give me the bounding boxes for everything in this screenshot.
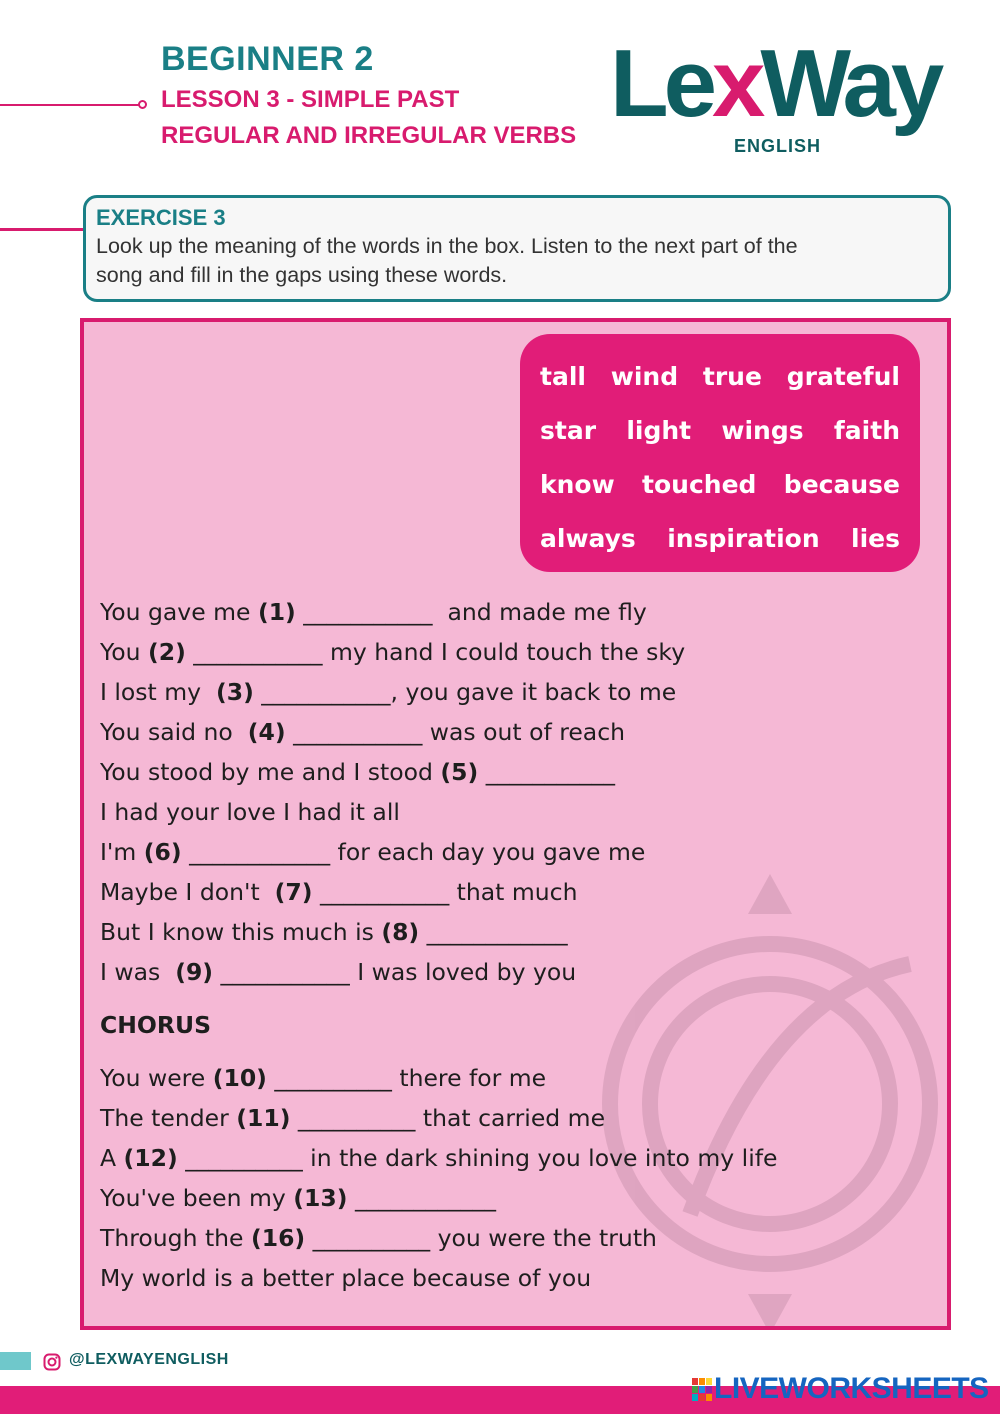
lyric-line: I lost my (3) ___________, you gave it back to me bbox=[100, 678, 677, 706]
gap-blank: ___________ was out of reach bbox=[285, 718, 626, 746]
gap-number: (3) bbox=[215, 678, 254, 706]
lyric-line: You gave me (1) ___________ and made me fly bbox=[100, 598, 647, 626]
lyric-line: Maybe I don't (7) ___________ that much bbox=[100, 878, 578, 906]
word-bank-item: tall bbox=[540, 362, 586, 391]
instagram-icon bbox=[43, 1353, 61, 1371]
gap-number: (11) bbox=[236, 1104, 291, 1132]
word-bank-item: wings bbox=[721, 416, 804, 445]
gap-number: (2) bbox=[147, 638, 186, 666]
word-bank-row bbox=[534, 404, 906, 458]
lyric-line: You said no (4) ___________ was out of reach bbox=[100, 718, 626, 746]
lyric-line: I'm (6) ____________ for each day you gave me bbox=[100, 838, 646, 866]
exercise-title: EXERCISE 3 bbox=[96, 205, 226, 230]
gap-blank: ___________ that much bbox=[312, 878, 578, 906]
word-bank-item: lies bbox=[851, 524, 900, 553]
gap-blank: __________ that carried me bbox=[290, 1104, 606, 1132]
lyric-line: A (12) __________ in the dark shining you love into my life bbox=[100, 1144, 778, 1172]
word-bank-box bbox=[520, 334, 920, 572]
lyric-line: But I know this much is (8) ____________ bbox=[100, 918, 568, 946]
word-bank-item: because bbox=[783, 470, 900, 499]
word-bank-item: light bbox=[626, 416, 692, 445]
logo-wordmark: LexWay bbox=[610, 30, 940, 137]
exercise-panel bbox=[80, 318, 951, 1330]
word-bank-item: star bbox=[540, 416, 597, 445]
exercise-instructions-box bbox=[83, 195, 951, 302]
liveworksheets-logo-icon bbox=[692, 1378, 712, 1402]
word-bank-item: grateful bbox=[786, 362, 900, 391]
chorus-lines bbox=[100, 1058, 940, 1298]
gap-number: (5) bbox=[440, 758, 479, 786]
lesson-title: LESSON 3 - SIMPLE PAST bbox=[161, 86, 460, 113]
lyric-line: You stood by me and I stood (5) ___________ bbox=[100, 758, 615, 786]
lyric-line: You were (10) __________ there for me bbox=[100, 1064, 547, 1092]
exercise-instruction-line: Look up the meaning of the words in the box. Listen to the next part of the bbox=[96, 234, 798, 258]
gap-blank: ___________ my hand I could touch the sky bbox=[185, 638, 686, 666]
word-bank-item: true bbox=[702, 362, 762, 391]
word-bank-item: faith bbox=[833, 416, 900, 445]
gap-number: (16) bbox=[250, 1224, 306, 1252]
gap-number: (10) bbox=[212, 1064, 267, 1092]
gap-blank: __________ there for me bbox=[266, 1064, 547, 1092]
liveworksheets-watermark: LIVEWORKSHEETS bbox=[714, 1372, 989, 1405]
gap-blank: ____________ for each day you gave me bbox=[181, 838, 646, 866]
lyric-line: Through the (16) __________ you were the truth bbox=[100, 1224, 657, 1252]
lyric-line: The tender (11) __________ that carried me bbox=[100, 1104, 606, 1132]
gap-number: (9) bbox=[175, 958, 214, 986]
lexway-logo bbox=[610, 30, 960, 158]
word-bank-item: always bbox=[540, 524, 636, 553]
footer-accent-block bbox=[0, 1352, 31, 1370]
social-handle[interactable]: @LEXWAYENGLISH bbox=[69, 1351, 229, 1368]
gap-number: (8) bbox=[381, 918, 420, 946]
gap-blank: ____________ bbox=[419, 918, 568, 946]
gap-blank: ____________ bbox=[347, 1184, 496, 1212]
gap-blank: ___________ and made me fly bbox=[295, 598, 647, 626]
gap-number: (1) bbox=[257, 598, 296, 626]
exercise-instruction-line: song and fill in the gaps using these words. bbox=[96, 263, 508, 287]
word-bank-item: wind bbox=[610, 362, 679, 391]
gap-number: (6) bbox=[143, 838, 182, 866]
chorus-label: CHORUS bbox=[100, 1011, 211, 1039]
gap-blank: ___________ I was loved by you bbox=[213, 958, 577, 986]
gap-number: (12) bbox=[123, 1144, 178, 1172]
gap-blank: ___________ bbox=[478, 758, 615, 786]
gap-blank: __________ in the dark shining you love into my life bbox=[177, 1144, 778, 1172]
lyric-line: You (2) ___________ my hand I could touch the sky bbox=[100, 638, 686, 666]
header-accent-dot bbox=[138, 100, 147, 109]
word-bank-item: touched bbox=[642, 470, 757, 499]
exercise-accent-line bbox=[0, 228, 85, 231]
lesson-topic: REGULAR AND IRREGULAR VERBS bbox=[161, 122, 577, 149]
gap-number: (4) bbox=[247, 718, 286, 746]
lyric-line: You've been my (13) ____________ bbox=[100, 1184, 496, 1212]
word-bank-item: inspiration bbox=[667, 524, 820, 553]
word-bank-item: know bbox=[540, 470, 615, 499]
lyric-line: My world is a better place because of you bbox=[100, 1264, 592, 1292]
gap-blank: __________ you were the truth bbox=[305, 1224, 657, 1252]
word-bank-row bbox=[534, 512, 906, 566]
level-title: BEGINNER 2 bbox=[161, 40, 374, 78]
lyric-line: I was (9) ___________ I was loved by you bbox=[100, 958, 577, 986]
gap-number: (13) bbox=[293, 1184, 348, 1212]
gap-blank: ___________, you gave it back to me bbox=[253, 678, 677, 706]
gap-number: (7) bbox=[274, 878, 313, 906]
lyric-line: I had your love I had it all bbox=[100, 798, 400, 826]
header-accent-line bbox=[0, 104, 140, 106]
song-lyrics bbox=[100, 592, 940, 1298]
verse-lines bbox=[100, 592, 940, 992]
logo-subtitle: ENGLISH bbox=[734, 136, 822, 156]
word-bank-row bbox=[534, 350, 906, 404]
word-bank-row bbox=[534, 458, 906, 512]
